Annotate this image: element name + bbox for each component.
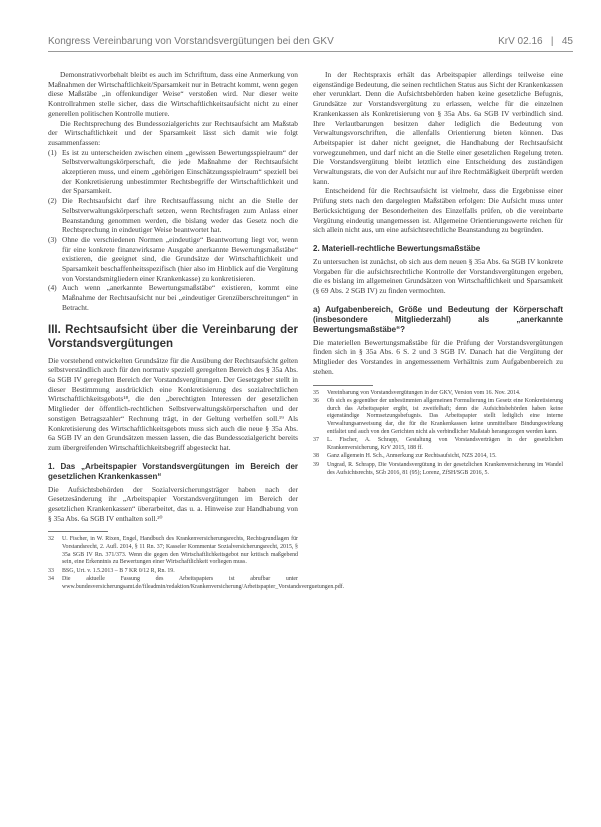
subsection-heading: 2. Materiell-rechtliche Bewertungsmaßstäbe bbox=[313, 243, 481, 253]
paragraph: Die vorstehend entwickelten Grundsätze für die Ausübung der Rechtsaufsicht gelten selbstverständlich auch für den normativ speziell geregelten Bereich des § 35a Abs. 6a SGB IV geregelten Bereich der Vorstandsvergütungen. Der Gesetzgeber stellt in dieser Bestimmung ausdrücklich eine Konkretisierung des sozialrechtlichen Wirtschaftlichkeitsgebots¹⁸, die den „berechtigten Interessen der gesetzlichen Mitglieder der öffentlich-rechtlichen Selbstverwaltungskörperschaften und der sonstigen Betragszahler“ Rechnung trägt, in der Geltung verhelfen soll.¹⁹ Als Konkretisierung des Wirtschaftlichkeitsgebots muss sich auch die neue § 35a Abs. 6a SGB IV an den Grundsätzen messen lassen, die das Bundessozialgericht bereits zum übergreifenden Wirtschaftlichkeitsbegriff abgesteckt hat. bbox=[48, 355, 298, 452]
footnotes bbox=[48, 536, 345, 591]
paragraph: Zu untersuchen ist zunächst, ob sich aus dem neuen § 35a Abs. 6a SGB IV konkrete Vorgaben für die aufsichtsrechtliche Kontrolle der Vorstandsvergütungen ergeben, die es bislang im allgemeinen Grundsätzen von Wirtschaftlichkeit und Sparsamkeit (§ 69 Abs. 2 SGB IV) zu finden vermochten. bbox=[313, 256, 563, 296]
running-header bbox=[48, 36, 573, 52]
footnote-text: Ganz allgemein H. Sch., Anmerkung zur Rechtsaufsicht, NZS 2014, 15. bbox=[327, 453, 497, 460]
footnote bbox=[48, 576, 345, 591]
footnote bbox=[48, 536, 298, 566]
footnotes bbox=[313, 390, 563, 478]
footnote-text: Ungrad, R. Schrapp, Die Vorstandsvergütung in der gesetzlichen Krankenversicherung im Wandel des Aufsichtsrechts, SGb 2016, 81 (95); Lorenz, ZfSH/SGB 2016, 5. bbox=[327, 461, 563, 476]
list-item bbox=[48, 283, 298, 312]
paragraph: Entscheidend für die Rechtsaufsicht ist vielmehr, dass die Ergebnisse einer Prüfung stets nach den dargelegten Maßstäben erfolgen: Die Aufsicht muss unter Berücksichtigung der Besonderheiten des Einzelfalls prüfen, ob die vereinbarte Vergütung eindeutig unangemessen ist. Allgemeine Orientierungswerte reichen für sich allein nicht aus, um eine aufsichtsrechtliche Beanstandung zu begründen. bbox=[313, 186, 563, 235]
footnote-text: U. Fischer, in W. Rixen, Engel, Handbuch des Krankenversicherungsrechts, Rechtsgrundlagen für Vorstandsrecht, 2. Aufl. 2014, § 11 Rn. 37; Kasseler Kommentar Sozialversicherungsrecht, 2015, § 35a SGB IV Rn. 371/373. Wenn die gegen den Wirtschaftlichkeitsgebot nur kritisch maßgebend sein, eine Erkenntnis zu Bewertungen einer Wirtschaftlichkeit vorliegen muss. bbox=[62, 536, 298, 566]
header-rule bbox=[48, 51, 573, 52]
list-item-number: (3) bbox=[48, 234, 57, 244]
footnote-number: 36 bbox=[313, 398, 319, 405]
footnote-text: L. Fischer, A. Schrapp, Gestaltung von Vorstandsverträgen in der gesetzlichen Krankenversicherung, KrV 2015, 188 ff. bbox=[327, 437, 563, 451]
footnote-number: 37 bbox=[313, 437, 319, 444]
running-header-journal: KrV 02.16 | 45 bbox=[498, 36, 573, 47]
page-number: 45 bbox=[561, 36, 573, 47]
footnote-number: 33 bbox=[48, 567, 54, 574]
right-column bbox=[313, 70, 563, 478]
footnote bbox=[48, 568, 298, 576]
footnote bbox=[313, 453, 563, 461]
journal-issue: KrV 02.16 bbox=[498, 36, 543, 47]
footnote-number: 38 bbox=[313, 453, 319, 460]
footnote-rule bbox=[48, 531, 108, 532]
footnote-text: Vereinbarung von Vorstandsvergütungen in der GKV, Version vom 16. Nov. 2014. bbox=[327, 389, 521, 396]
list-item bbox=[48, 148, 298, 197]
paragraph: Die Rechtsprechung des Bundessozialgerichts zur Rechtsaufsicht am Maßstab der Wirtschaftlichkeit und der Sparsamkeit lässt sich damit wie folgt zusammenfassen: bbox=[48, 118, 298, 147]
subsection-heading: 1. Das „Arbeitspapier Vorstandsvergütungen im Bereich der gesetzlichen Krankenkassen“ bbox=[48, 461, 298, 481]
principles-list bbox=[48, 148, 298, 313]
list-item-text: Auch wenn „anerkannte Bewertungsmaßstäbe“ existieren, kommt eine Maßnahme der Rechtsaufsicht nur bei „eindeutiger Grenzüberschreitungen“ in Betracht. bbox=[62, 283, 298, 312]
list-item-text: Ohne die verschiedenen Normen „eindeutige“ Beantwortung liegt vor, wenn für eine konkrete finanzwirksame Ausgabe anerkannte Bewertungsmaßstäbe“ existieren, die geeignet sind, die Grundsätze der Wirtschaftlichkeit und Sparsamkeit beschaffenheitsspezifisch (hier also im Hinblick auf die Vergütung von Vorstandsmitgliedern einer Krankenkasse) zu konkretisieren. bbox=[62, 234, 298, 283]
list-item-number: (1) bbox=[48, 147, 57, 157]
footnote-text: Ob sich es gegenüber der unbestimmten allgemeinen Formulierung im Gesetz eine Konkretisierung durch das Arbeitspapier ergibt, ist zweifelhaft; denn die Aufsichtsbehörden haben keine eigenständige Normsetzungsbefugnis. Das Arbeitspapier stellt lediglich eine interne Verwaltungsanweisung dar, die für die Krankenkassen keine unmittelbare Bindungswirkung entfaltet und auch von den Gerichten nicht als verbindlicher Maßstab herangezogen werden kann. bbox=[327, 398, 563, 435]
footnote-number: 34 bbox=[48, 576, 54, 583]
footnote bbox=[313, 437, 563, 452]
footnote-number: 32 bbox=[48, 536, 54, 543]
list-item bbox=[48, 235, 298, 284]
list-item-number: (4) bbox=[48, 283, 57, 293]
paragraph: In der Rechtspraxis erhält das Arbeitspapier allerdings teilweise eine eigenständige Bedeutung, die seinen rechtlichen Status aus Sicht der Krankenkassen eher verunklart. Denn die Aufsichtsbehörden haben keine gesetzliche Befugnis, Grundsätze zur Vorstandsvergütung zu erlassen, welche für die einzelnen Krankenkassen als Konkretisierung von § 35a Abs. 6a SGB IV verbindlich sind. Ihre Verlautbarungen besitzen daher lediglich die Bedeutung von Verwaltungsvorschriften, die allenfalls Orientierung bieten können. Das Arbeitspapier ist daher nicht geeignet, die Handhabung der Rechtsaufsicht vorwegzunehmen, und darf nicht an die Stelle einer gesetzlichen Regelung treten. Die Vorstandsvergütung bleibt letztlich eine Entscheidung des zuständigen Verwaltungsrats, die von der Aufsicht nur auf ihre Rechtmäßigkeit überprüft werden kann. bbox=[313, 70, 563, 186]
footnote bbox=[313, 462, 563, 477]
list-item bbox=[48, 196, 298, 235]
footnote-number: 35 bbox=[313, 389, 319, 396]
footnote-text: Die aktuelle Fassung des Arbeitspapiers ist abrufbar unter www.bundesversicherungsamt.de/fileadmin/redaktion/Krankenversicherung/Arbeitspapier_Vorstandsverguetungen.pdf. bbox=[62, 576, 345, 590]
list-item-number: (2) bbox=[48, 196, 57, 206]
paragraph: Die materiellen Bewertungsmaßstäbe für die Prüfung der Vorstandsvergütungen finden sich in § 35a Abs. 6 S. 2 und 3 SGB IV. Danach hat die Vergütung der Mitglieder des Vorstandes in angemessenem Verhältnis zum Aufgabenbereich zu stehen. bbox=[313, 337, 563, 376]
footnote-rule bbox=[313, 385, 373, 386]
section-heading: III. Rechtsaufsicht über die Vereinbarung der Vorstandsvergütungen bbox=[48, 323, 298, 350]
list-item-text: Die Rechtsaufsicht darf ihre Rechtsauffassung nicht an die Stelle der Selbstverwaltungskörperschaft setzen, wenn Rechtsfragen zum Anlass einer Beanstandung genommen werden, die bislang weder das Gesetz noch die Rechtsprechung in eindeutiger Weise beantwortet hat. bbox=[62, 196, 298, 235]
paragraph: Demonstrativvorbehalt bleibt es auch im Schrifttum, dass eine Anmerkung von Maßnahmen der Wirtschaftlichkeit/Sparsamkeit nur in Betracht kommt, wenn gegen diese Maßstäbe „in offenkundiger Weise“ verstoßen wird. Nur dieser weite Kontrollrahmen stelle sicher, dass die Wirtschaftlichkeitsaufsicht nicht zu einer generellen politischen Kontrolle mutiere. bbox=[48, 70, 298, 118]
footnote bbox=[313, 390, 563, 398]
list-item-text: Es ist zu unterscheiden zwischen einem „gewissen Bewertungsspielraum“ der Selbstverwaltungskörperschaft, die jede Maßnahme der Rechtsaufsicht akzeptieren muss, und einem „gehörigen Einschätzungsspielraum“ speziell bei der Konkretisierung unbestimmter Rechtsbegriffe der Wirtschaftlichkeit und der Sparsamkeit. bbox=[62, 147, 298, 196]
footnote-number: 39 bbox=[313, 461, 319, 468]
footnote bbox=[313, 398, 563, 436]
footnote-text: BSG, Urt. v. 1.5.2013 – B 7 KR 0/12 R, Rn. 19. bbox=[62, 567, 175, 574]
subsubsection-heading: a) Aufgabenbereich, Größe und Bedeutung der Körperschaft (insbesondere Mitgliederzahl) als „anerkannte Bewertungsmaßstäbe“? bbox=[313, 304, 563, 334]
running-header-title: Kongress Vereinbarung von Vorstandsvergütungen bei den GKV bbox=[48, 36, 334, 47]
paragraph: Die Aufsichtsbehörden der Sozialversicherungsträger haben nach der Gesetzesänderung ihr „Arbeitspapier Vorstandsvergütungen im Bereich der gesetzlichen Krankenkassen“ überarbeitet, das u. a. Hinweise zur Handhabung von § 35a Abs. 6a SGB IV enthalten soll.²⁰ bbox=[48, 484, 298, 523]
